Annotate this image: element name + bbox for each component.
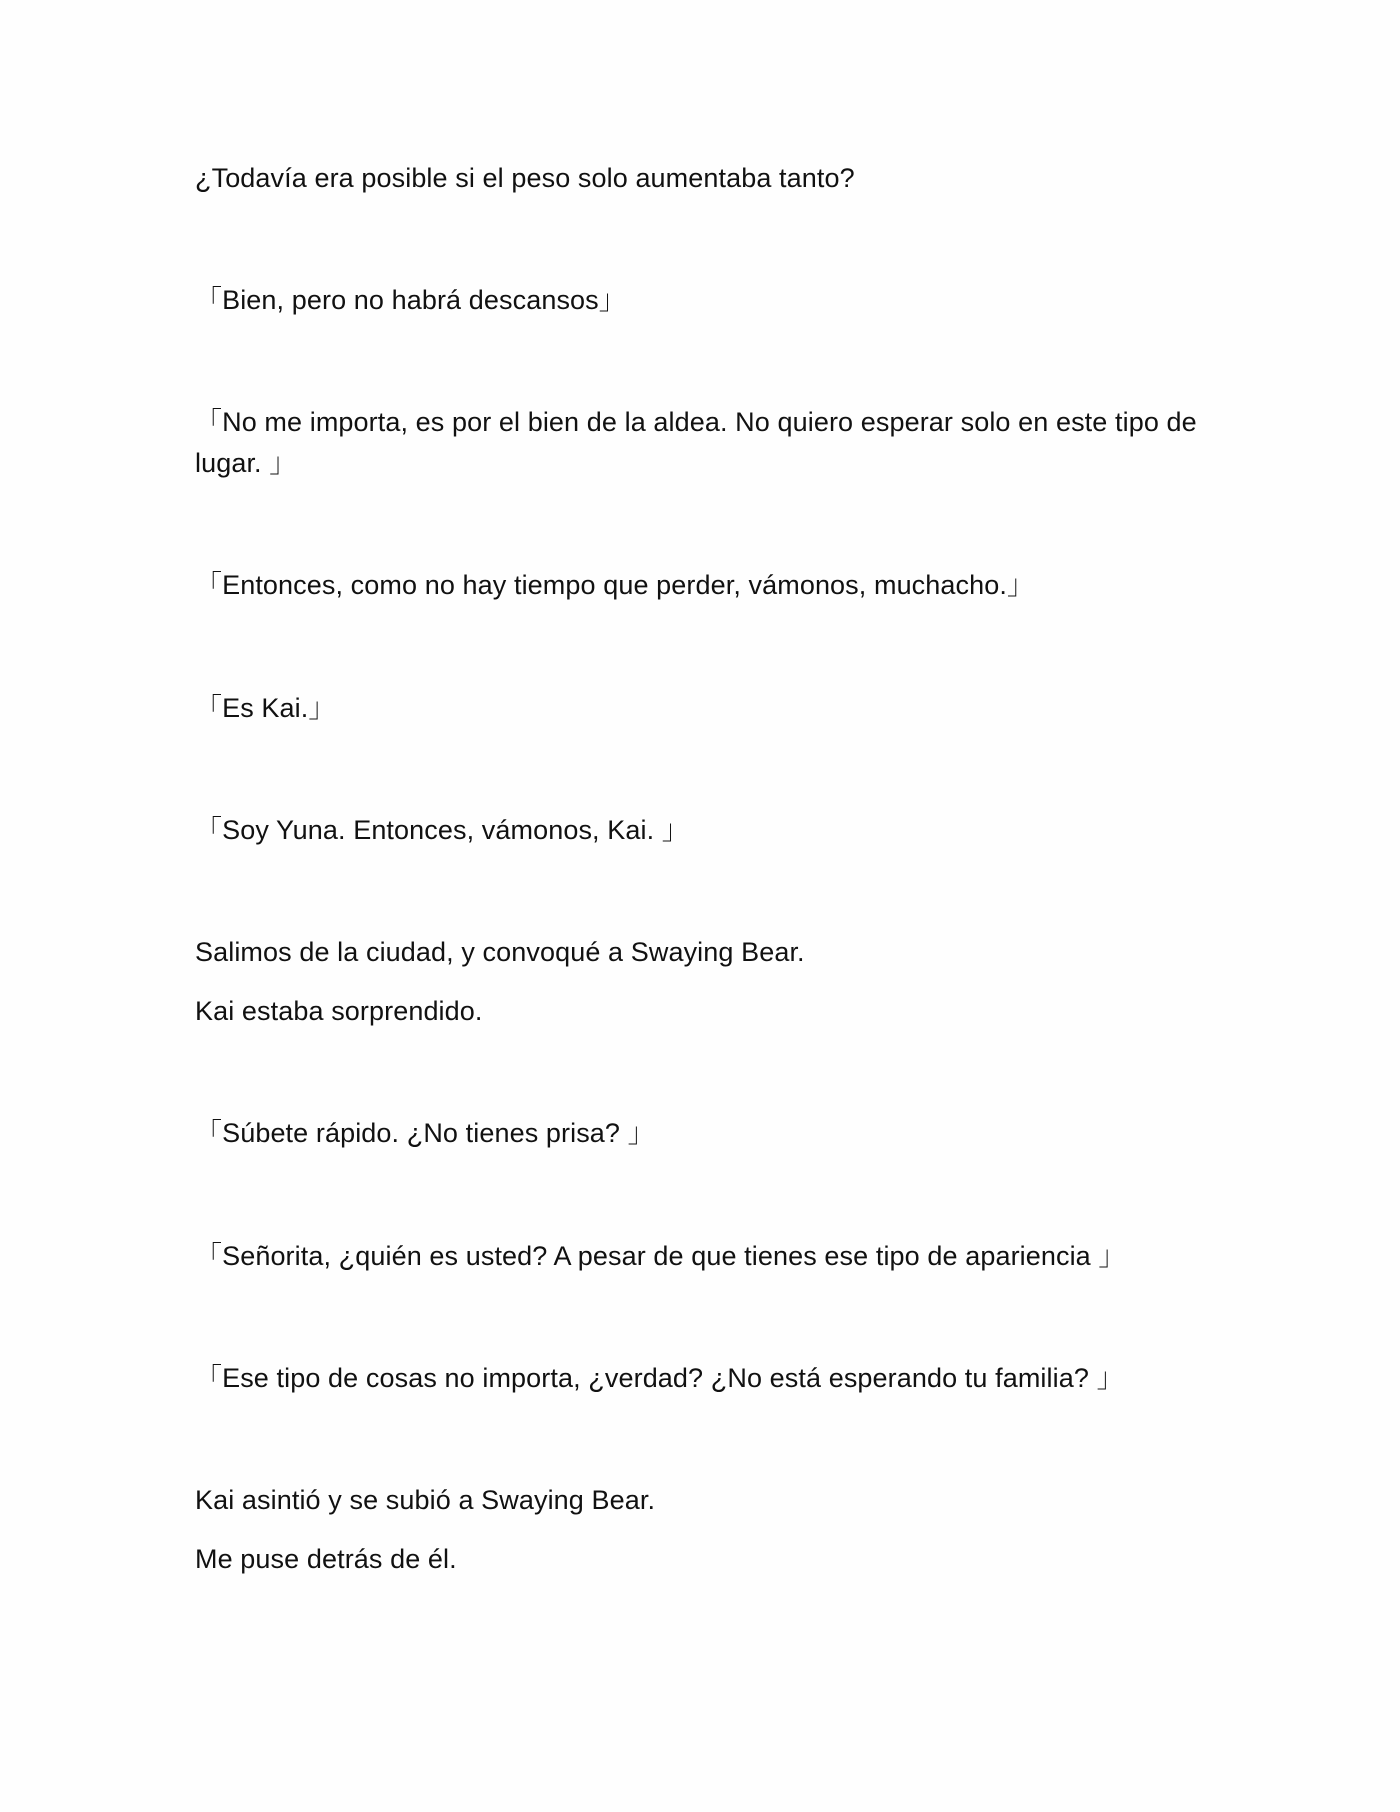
paragraph: Kai asintió y se subió a Swaying Bear. xyxy=(195,1485,656,1515)
dialogue-line: 「Entonces, como no hay tiempo que perder, vámonos, muchacho.」 xyxy=(195,570,1035,600)
dialogue-line: 「No me importa, es por el bien de la aldea. No quiero esperar solo en este tipo de xyxy=(195,407,1197,437)
dialogue-line-continuation: lugar. 」 xyxy=(195,448,297,478)
dialogue-line: 「Ese tipo de cosas no importa, ¿verdad? ¿No está esperando tu familia? 」 xyxy=(195,1363,1124,1393)
paragraph: Kai estaba sorprendido. xyxy=(195,996,483,1026)
paragraph: Salimos de la ciudad, y convoqué a Swaying Bear. xyxy=(195,937,805,967)
dialogue-line: 「Súbete rápido. ¿No tienes prisa? 」 xyxy=(195,1118,655,1148)
paragraph: ¿Todavía era posible si el peso solo aumentaba tanto? xyxy=(195,163,855,193)
dialogue-line: 「Bien, pero no habrá descansos」 xyxy=(195,285,626,315)
dialogue-line: 「Es Kai.」 xyxy=(195,693,336,723)
dialogue-line: 「Soy Yuna. Entonces, vámonos, Kai. 」 xyxy=(195,815,689,845)
paragraph: Me puse detrás de él. xyxy=(195,1544,457,1574)
dialogue-line: 「Señorita, ¿quién es usted? A pesar de que tienes ese tipo de apariencia 」 xyxy=(195,1241,1126,1271)
